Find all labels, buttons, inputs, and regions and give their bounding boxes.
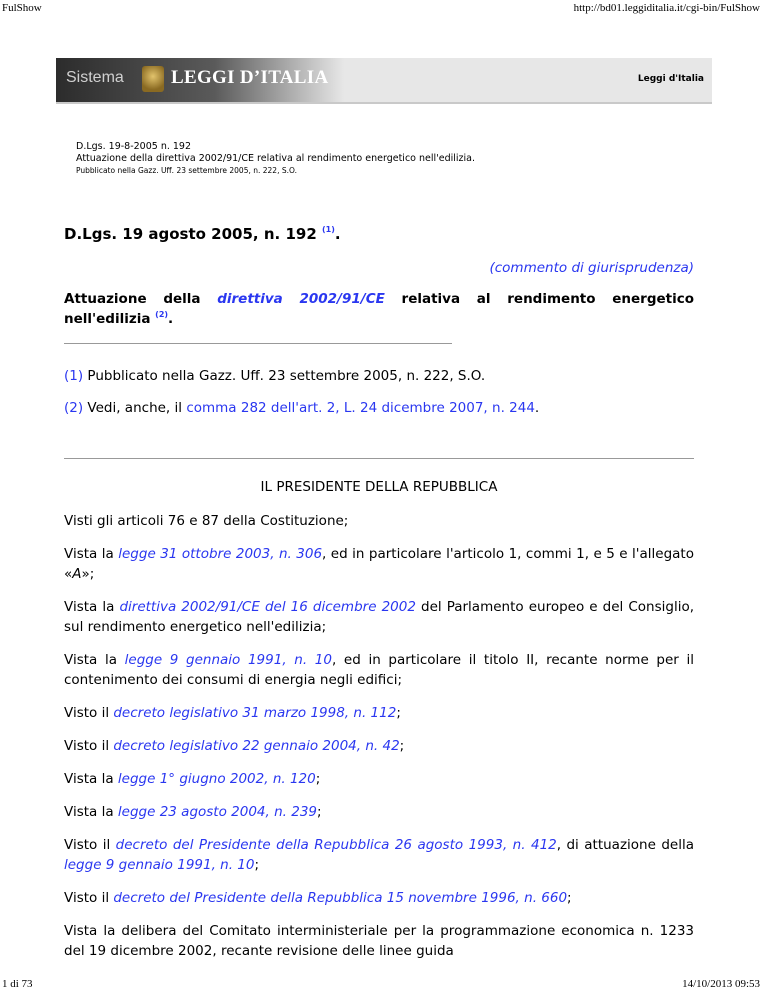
paragraph-text: , ed in particolare l'articolo 1, commi 1, e 5 e l'allegato « xyxy=(64,546,694,582)
paragraph-text: ; xyxy=(396,705,401,721)
site-banner xyxy=(56,58,712,104)
banner-sistema: Sistema xyxy=(66,69,124,86)
preamble-paragraph xyxy=(64,888,694,908)
paragraph-text: Vista la xyxy=(64,771,118,787)
footnote-1-number[interactable]: (1) xyxy=(64,368,84,384)
paragraph-text: Visti gli articoli 76 e 87 della Costituzione; xyxy=(64,513,349,529)
directive-link[interactable]: direttiva 2002/91/CE xyxy=(217,291,385,307)
footnote-2-post: . xyxy=(534,400,540,416)
print-footer-page: 1 di 73 xyxy=(2,978,33,990)
law-link[interactable]: decreto del Presidente della Repubblica 26 agosto 1993, n. 412 xyxy=(115,837,557,853)
law-link[interactable]: legge 9 gennaio 1991, n. 10 xyxy=(64,857,255,873)
doc-ref: D.Lgs. 19-8-2005 n. 192 xyxy=(76,141,192,152)
law-link[interactable]: legge 31 ottobre 2003, n. 306 xyxy=(118,546,323,562)
paragraph-text: ; xyxy=(567,890,572,906)
preamble-paragraph xyxy=(64,802,694,822)
law-link[interactable]: legge 23 agosto 2004, n. 239 xyxy=(117,804,317,820)
title-text: D.Lgs. 19 agosto 2005, n. 192 xyxy=(64,225,322,243)
paragraph-text: Visto il xyxy=(64,890,114,906)
seal-icon xyxy=(142,66,164,92)
page-subtitle xyxy=(64,289,694,329)
comment-link[interactable]: (commento di giurisprudenza) xyxy=(489,260,694,276)
footnote-2-number[interactable]: (2) xyxy=(64,400,84,416)
law-link[interactable]: decreto legislativo 31 marzo 1998, n. 112 xyxy=(113,705,397,721)
print-header-url: http://bd01.leggiditalia.it/cgi-bin/FulShow xyxy=(573,2,760,14)
footnote-1 xyxy=(64,366,694,386)
print-header-left: FulShow xyxy=(2,2,42,14)
footnote-2 xyxy=(64,398,694,418)
preamble-paragraph xyxy=(64,650,694,690)
doc-title: Attuazione della direttiva 2002/91/CE relativa al rendimento energetico nell'edilizia. xyxy=(76,153,476,164)
law-link[interactable]: decreto del Presidente della Repubblica 15 novembre 1996, n. 660 xyxy=(113,890,568,906)
preamble-paragraph xyxy=(64,921,694,961)
preamble-paragraph xyxy=(64,835,694,875)
section-heading: IL PRESIDENTE DELLA REPUBBLICA xyxy=(260,479,498,495)
law-link[interactable]: legge 9 gennaio 1991, n. 10 xyxy=(124,652,332,668)
annex-letter: A xyxy=(72,566,82,582)
paragraph-text: ; xyxy=(254,857,260,873)
law-link[interactable]: direttiva 2002/91/CE del 16 dicembre 2002 xyxy=(119,599,416,615)
print-footer-date: 14/10/2013 09:53 xyxy=(682,978,760,990)
page-title xyxy=(64,224,694,244)
paragraph-text: »; xyxy=(81,566,95,582)
document-header xyxy=(76,141,475,177)
banner-right-label: Leggi d'Italia xyxy=(637,74,704,84)
paragraph-text: Vista la delibera del Comitato interministeriale per la programmazione economica n. 1233 del 19 dicembre 2002, recante revisione delle linee guida xyxy=(64,923,694,959)
paragraph-text: ; xyxy=(399,738,405,754)
divider xyxy=(64,343,452,344)
footnote-2-link[interactable]: comma 282 dell'art. 2, L. 24 dicembre 2007, n. 244 xyxy=(186,400,535,416)
preamble-paragraph xyxy=(64,597,694,637)
footnote-1-text: Pubblicato nella Gazz. Uff. 23 settembre 2005, n. 222, S.O. xyxy=(83,368,486,384)
banner-brand: LEGGI D’ITALIA xyxy=(171,67,329,88)
paragraph-text: Vista la xyxy=(64,652,125,668)
preamble-paragraph xyxy=(64,511,694,531)
law-link[interactable]: legge 1° giugno 2002, n. 120 xyxy=(117,771,316,787)
preamble-paragraph xyxy=(64,703,694,723)
paragraph-text: Visto il xyxy=(64,837,116,853)
footnote-ref-1[interactable]: (1) xyxy=(321,225,335,234)
comment-link-row xyxy=(64,258,694,278)
doc-publication: Pubblicato nella Gazz. Uff. 23 settembre 2005, n. 222, S.O. xyxy=(76,166,297,175)
paragraph-text: Vista la xyxy=(64,804,118,820)
banner-logo-area xyxy=(56,58,344,102)
paragraph-text: ; xyxy=(315,771,321,787)
paragraph-text: Visto il xyxy=(64,705,114,721)
subtitle-pre: Attuazione della xyxy=(64,291,218,307)
title-end: . xyxy=(334,225,341,243)
divider xyxy=(64,458,694,459)
paragraph-text: ; xyxy=(317,804,322,820)
paragraph-text: , di attuazione della xyxy=(556,837,694,853)
footnote-2-pre: Vedi, anche, il xyxy=(83,400,187,416)
subtitle-post: relativa al rendimento energetico nell'edilizia xyxy=(64,291,695,327)
law-link[interactable]: decreto legislativo 22 gennaio 2004, n. 42 xyxy=(113,738,400,754)
preamble-paragraph xyxy=(64,544,694,584)
preamble-paragraph xyxy=(64,736,694,756)
paragraph-text: Vista la xyxy=(64,599,120,615)
subtitle-end: . xyxy=(168,311,174,327)
paragraph-text: Vista la xyxy=(64,546,119,562)
paragraph-text: , ed in particolare il titolo II, recante norme per il contenimento dei consumi di energia negli edifici; xyxy=(64,652,694,688)
paragraph-text: Visto il xyxy=(64,738,114,754)
paragraph-text: del Parlamento europeo e del Consiglio, sul rendimento energetico nell'edilizia; xyxy=(64,599,694,635)
preamble-paragraph xyxy=(64,769,694,789)
footnote-ref-2[interactable]: (2) xyxy=(155,310,169,319)
